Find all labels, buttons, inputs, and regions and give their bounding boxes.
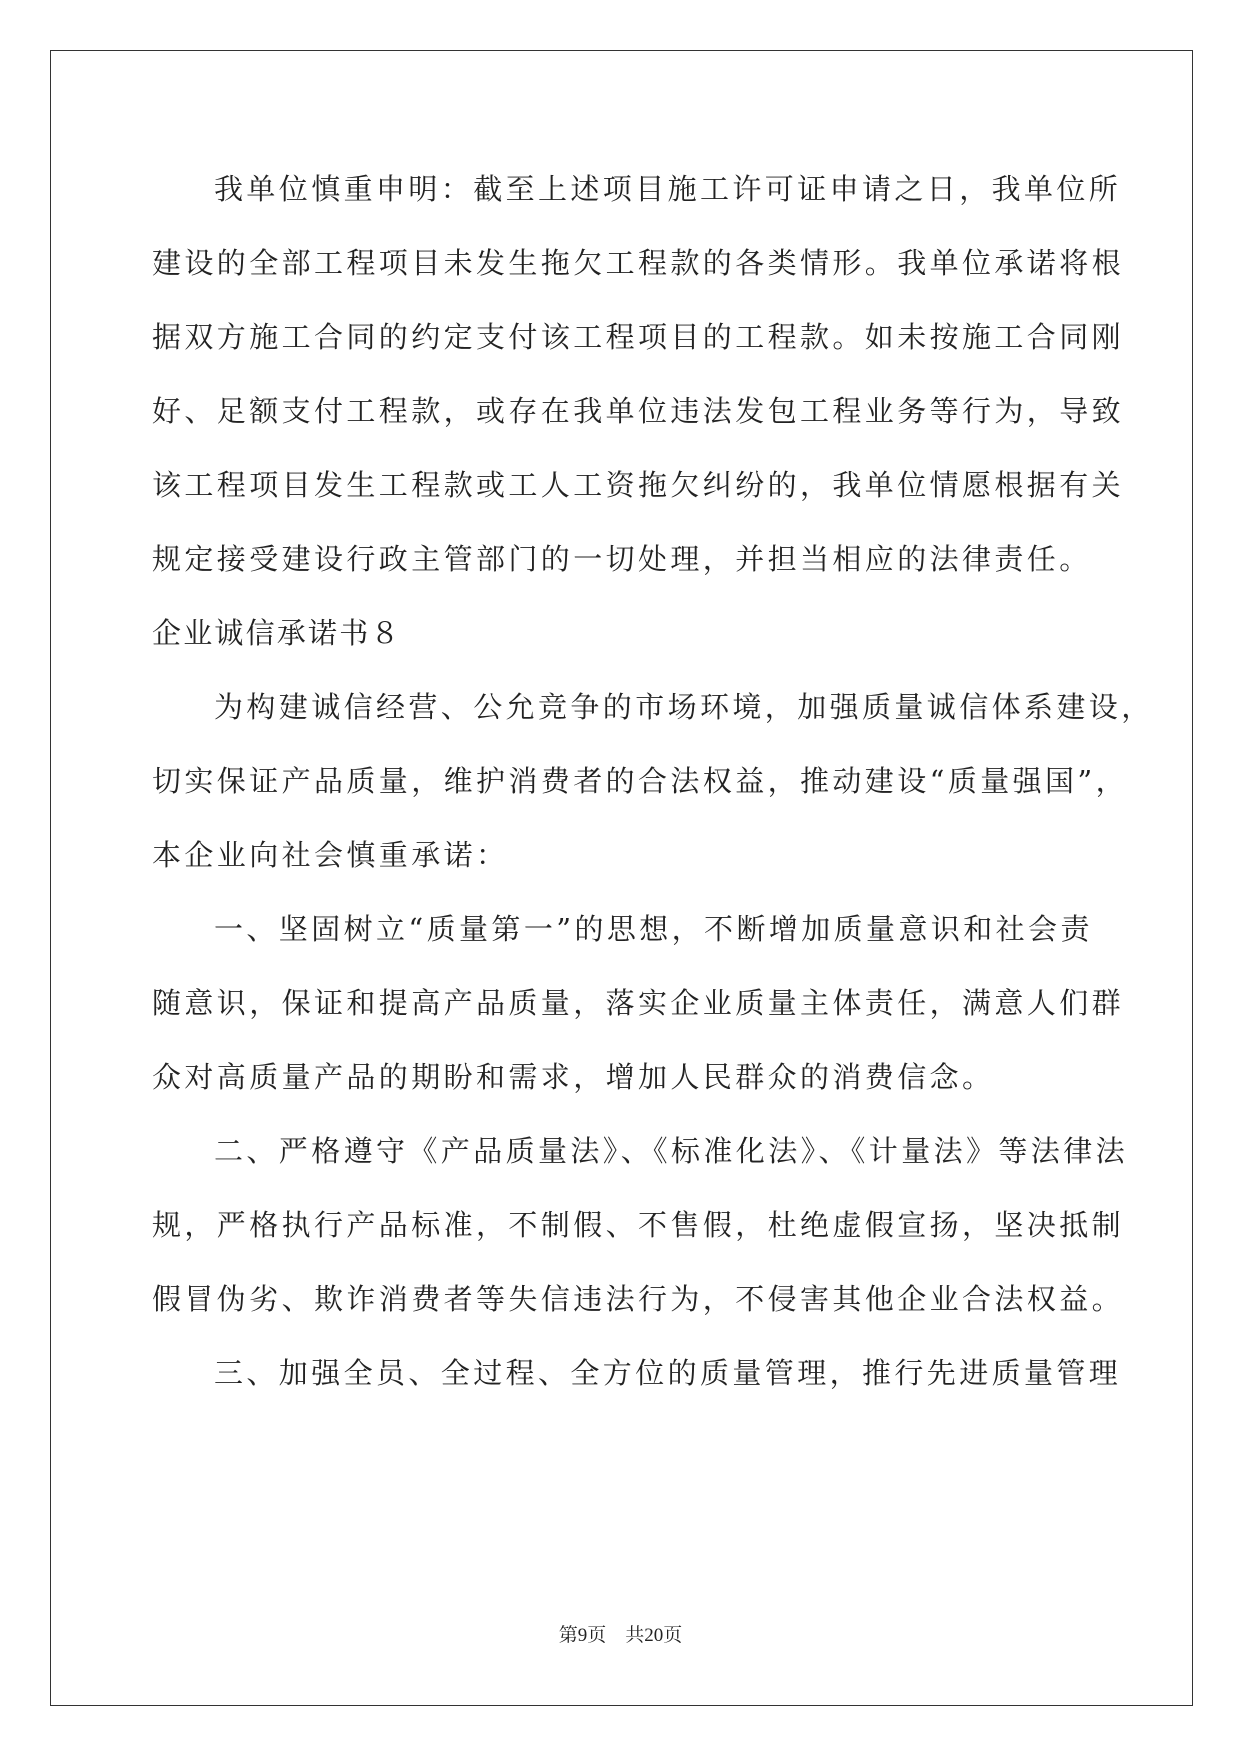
paragraph-line: 众对高质量产品的期盼和需求，增加人民群众的消费信念。	[152, 1060, 995, 1094]
total-label: 共	[625, 1625, 645, 1646]
section-heading: 企业诚信承诺书８	[152, 616, 402, 650]
page-suffix: 页	[587, 1625, 607, 1646]
paragraph-line: 假冒伪劣、欺诈消费者等失信违法行为，不侵害其他企业合法权益。	[152, 1282, 1125, 1316]
paragraph-line: 规定接受建设行政主管部门的一切处理，并担当相应的法律责任。	[152, 542, 1092, 576]
page-number: 9	[577, 1625, 588, 1646]
page-border	[50, 50, 1193, 1706]
paragraph-line: 建设的全部工程项目未发生拖欠工程款的各类情形。我单位承诺将根	[152, 246, 1125, 280]
paragraph-line: 二、严格遵守《产品质量法》、《标准化法》、《计量法》等法律法	[214, 1134, 1129, 1168]
paragraph-line: 三、加强全员、全过程、全方位的质量管理，推行先进质量管理	[214, 1356, 1122, 1390]
paragraph-line: 随意识，保证和提高产品质量，落实企业质量主体责任，满意人们群	[152, 986, 1125, 1020]
paragraph-line: 本企业向社会慎重承诺：	[152, 838, 509, 872]
paragraph-line: 据双方施工合同的约定支付该工程项目的工程款。如未按施工合同刚	[152, 320, 1125, 354]
paragraph-line: 规，严格执行产品标准，不制假、不售假，杜绝虚假宣扬，坚决抵制	[152, 1208, 1125, 1242]
paragraph-line: 该工程项目发生工程款或工人工资拖欠纠纷的，我单位情愿根据有关	[152, 468, 1125, 502]
paragraph-line: 一、坚固树立“质量第一”的思想，不断增加质量意识和社会责	[214, 912, 1093, 946]
page-footer	[0, 1624, 1241, 1648]
paragraph-line: 我单位慎重申明：截至上述项目施工许可证申请之日，我单位所	[214, 172, 1122, 206]
paragraph-line: 切实保证产品质量，维护消费者的合法权益，推动建设“质量强国”，	[152, 764, 1129, 798]
page-label: 第	[558, 1625, 578, 1646]
total-pages: 20	[644, 1625, 664, 1646]
total-suffix: 页	[663, 1625, 683, 1646]
paragraph-line: 为构建诚信经营、公允竞争的市场环境，加强质量诚信体系建设，	[214, 690, 1154, 724]
paragraph-line: 好、足额支付工程款，或存在我单位违法发包工程业务等行为，导致	[152, 394, 1125, 428]
